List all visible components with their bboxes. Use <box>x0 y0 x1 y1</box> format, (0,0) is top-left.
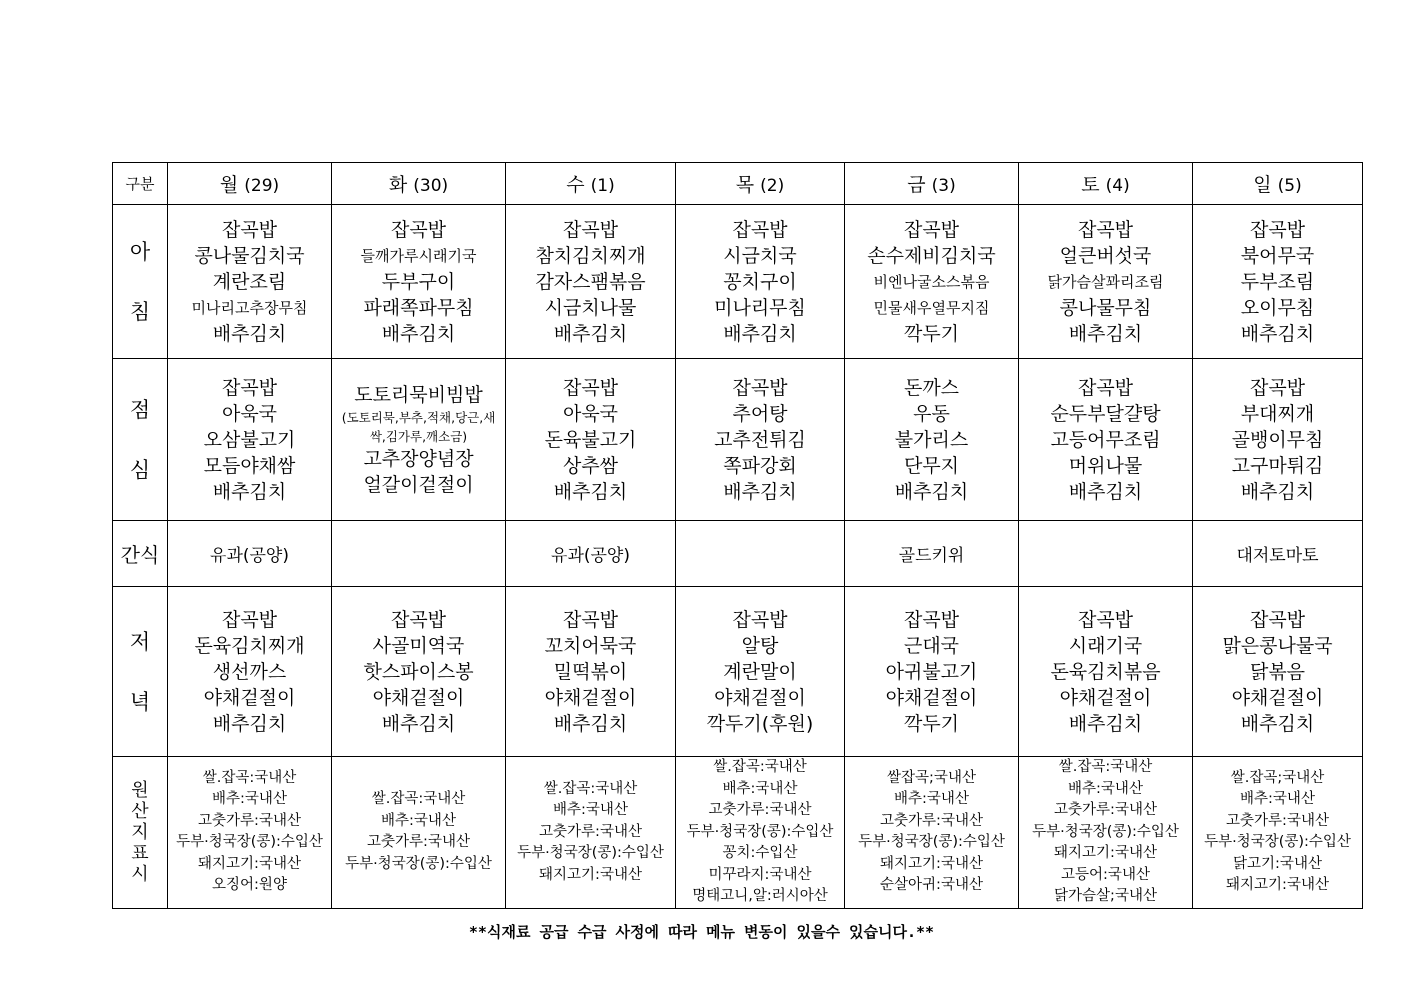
menu-item: (도토리묵,부추,적채,당근,새싹,김가루,깨소금) <box>341 409 496 444</box>
menu-item: 잡곡밥 <box>732 376 788 399</box>
snack-cell <box>1019 521 1193 587</box>
origin-row <box>113 757 1363 909</box>
menu-item: 알탕 <box>741 634 779 657</box>
menu-item: 배추김치 <box>1068 712 1143 735</box>
gubun-label: 구분 <box>113 163 168 205</box>
menu-item: 맑은콩나물국 <box>1222 634 1333 657</box>
menu-item: 고구마튀김 <box>1231 454 1324 477</box>
breakfast-cell <box>168 205 332 359</box>
origin-item: 돼지고기:국내산 <box>1054 845 1157 861</box>
snack-cell <box>332 521 506 587</box>
header-row <box>113 163 1363 205</box>
origin-item: 배추:국내산 <box>1068 780 1143 797</box>
menu-item: 콩나물무침 <box>1059 296 1152 319</box>
menu-item: 잡곡밥 <box>732 608 788 631</box>
origin-cell <box>1019 757 1193 909</box>
weekly-menu-table <box>112 162 1363 909</box>
origin-item: 두부·청국장(콩):수입산 <box>1204 834 1351 851</box>
origin-item: 고춧가루:국내산 <box>367 834 470 851</box>
menu-item: 시금치국 <box>723 244 797 267</box>
menu-item: 잡곡밥 <box>903 218 960 241</box>
origin-item: 오징어:원양 <box>212 877 287 894</box>
origin-item: 배추:국내산 <box>212 791 287 808</box>
lunch-row <box>113 359 1363 521</box>
day-header <box>332 163 506 205</box>
menu-item: 꽁치구이 <box>723 270 797 293</box>
menu-item: 콩나물김치국 <box>194 244 305 267</box>
menu-item: 참치김치찌개 <box>535 244 646 267</box>
menu-item: 고등어무조림 <box>1050 428 1161 451</box>
menu-item: 잡곡밥 <box>390 218 447 241</box>
snack-row <box>113 521 1363 587</box>
menu-item: 깍두기 <box>903 712 960 735</box>
menu-item: 잡곡밥 <box>1249 376 1306 399</box>
snack-cell: 유과(공양) <box>506 521 676 587</box>
lunch-cell <box>168 359 332 521</box>
menu-item: 생선까스 <box>212 660 287 683</box>
menu-item: 모듬야채쌈 <box>203 454 296 477</box>
dinner-cell <box>845 587 1019 757</box>
lunch-label <box>113 359 168 521</box>
day-date: (4) <box>1105 176 1130 196</box>
menu-item: 배추김치 <box>1240 712 1315 735</box>
day-header <box>506 163 676 205</box>
snack-cell: 대저토마토 <box>1193 521 1363 587</box>
menu-item: 잡곡밥 <box>903 608 960 631</box>
origin-item: 두부·청국장(콩):수입산 <box>858 834 1005 851</box>
menu-item: 돈육김치볶음 <box>1050 660 1161 683</box>
menu-item: 잡곡밥 <box>1249 218 1306 241</box>
origin-item: 쌀.잡곡;국내산 <box>1230 769 1325 786</box>
lunch-cell <box>845 359 1019 521</box>
menu-item: 배추김치 <box>381 322 456 345</box>
breakfast-cell <box>506 205 676 359</box>
day-name: 일 <box>1253 174 1272 196</box>
menu-item: 시금치나물 <box>544 296 637 319</box>
day-header <box>845 163 1019 205</box>
menu-change-notice: **식재료 공급 수급 사정에 따라 메뉴 변동이 있을수 있습니다.** <box>468 923 935 941</box>
lunch-cell <box>506 359 676 521</box>
origin-item: 고춧가루:국내산 <box>1054 802 1157 818</box>
day-name: 금 <box>907 174 926 196</box>
origin-item: 두부·청국장(콩):수입산 <box>345 855 492 872</box>
origin-item: 쌀.잡곡:국내산 <box>371 791 466 808</box>
menu-item: 아욱국 <box>221 402 278 425</box>
origin-cell <box>1193 757 1363 909</box>
origin-item: 쌀.잡곡:국내산 <box>543 780 638 797</box>
day-name: 토 <box>1081 174 1100 196</box>
menu-item: 배추김치 <box>1240 480 1315 503</box>
menu-item: 배추김치 <box>553 712 628 735</box>
menu-item: 계란말이 <box>723 660 797 683</box>
dinner-label-char: 저 <box>129 629 151 654</box>
menu-item: 잡곡밥 <box>221 608 278 631</box>
menu-item: 고추장양념장 <box>363 447 474 470</box>
menu-item: 머위나물 <box>1068 454 1143 477</box>
day-header <box>1019 163 1193 205</box>
origin-item: 배추:국내산 <box>894 791 969 808</box>
menu-item: 추어탕 <box>732 402 788 425</box>
origin-item: 미꾸라지:국내산 <box>708 866 812 883</box>
lunch-label-char: 점 <box>129 397 151 422</box>
origin-label-char: 산 <box>131 800 149 822</box>
origin-item: 돼지고기:국내산 <box>198 855 301 872</box>
menu-item: 단무지 <box>903 454 960 477</box>
menu-item: 상추쌈 <box>562 454 619 477</box>
day-date: (3) <box>931 176 956 196</box>
origin-item: 배추:국내산 <box>553 802 628 818</box>
origin-item: 명태고니,알:러시아산 <box>692 888 828 904</box>
dinner-cell <box>1193 587 1363 757</box>
origin-item: 배추:국내산 <box>381 812 456 829</box>
menu-item: 순두부달걀탕 <box>1050 402 1161 425</box>
day-header <box>1193 163 1363 205</box>
breakfast-label <box>113 205 168 359</box>
breakfast-cell <box>332 205 506 359</box>
menu-item: 아욱국 <box>562 402 619 425</box>
origin-item: 꽁치:수입산 <box>722 845 798 861</box>
origin-cell <box>168 757 332 909</box>
menu-item: 감자스팸볶음 <box>535 270 646 293</box>
day-date: (1) <box>590 176 615 196</box>
menu-item: 야채겉절이 <box>885 686 978 709</box>
origin-item: 돼지고기:국내산 <box>539 866 642 883</box>
menu-item: 배추김치 <box>723 480 797 503</box>
menu-item: 북어무국 <box>1240 244 1315 267</box>
origin-item: 쌀.잡곡:국내산 <box>713 759 807 775</box>
menu-item: 배추김치 <box>212 322 287 345</box>
menu-item: 돈육김치찌개 <box>194 634 305 657</box>
dinner-label <box>113 587 168 757</box>
origin-item: 두부·청국장(콩):수입산 <box>686 823 834 840</box>
menu-item: 밀떡볶이 <box>553 660 628 683</box>
dinner-cell <box>168 587 332 757</box>
menu-item: 오삼불고기 <box>203 428 296 451</box>
origin-item: 순살아귀:국내산 <box>880 877 983 894</box>
menu-item: 시래기국 <box>1068 634 1143 657</box>
menu-item: 깍두기 <box>903 322 960 345</box>
lunch-cell <box>332 359 506 521</box>
lunch-cell <box>1019 359 1193 521</box>
menu-item: 미나리고추장무침 <box>191 298 308 317</box>
origin-item: 배추:국내산 <box>1240 791 1315 808</box>
menu-item: 비엔나굴소스볶음 <box>873 272 990 291</box>
menu-item: 잡곡밥 <box>1077 608 1134 631</box>
menu-item: 얼큰버섯국 <box>1059 244 1152 267</box>
origin-label <box>113 757 168 909</box>
snack-cell: 골드키위 <box>845 521 1019 587</box>
dinner-row <box>113 587 1363 757</box>
origin-item: 두부·청국장(콩):수입산 <box>176 834 323 851</box>
menu-item: 미나리무침 <box>714 296 806 319</box>
menu-item: 배추김치 <box>553 322 628 345</box>
menu-item: 배추김치 <box>553 480 628 503</box>
origin-item: 돼지고기:국내산 <box>1226 877 1329 894</box>
lunch-cell <box>676 359 845 521</box>
dinner-cell <box>332 587 506 757</box>
breakfast-cell <box>845 205 1019 359</box>
menu-item: 야채겉절이 <box>372 686 465 709</box>
day-name: 수 <box>566 174 585 196</box>
menu-item: 들깨가루시래기국 <box>360 246 477 265</box>
menu-item: 계란조림 <box>212 270 287 293</box>
origin-label-char: 시 <box>131 863 149 885</box>
origin-item: 닭고기:국내산 <box>1233 855 1322 872</box>
menu-item: 배추김치 <box>723 322 797 345</box>
menu-item: 잡곡밥 <box>732 218 788 241</box>
origin-cell <box>676 757 845 909</box>
menu-item: 핫스파이스봉 <box>363 660 474 683</box>
origin-item: 고등어:국내산 <box>1061 866 1150 883</box>
breakfast-label-char: 침 <box>129 299 151 324</box>
origin-item: 고춧가루:국내산 <box>708 802 812 818</box>
origin-item: 쌀.잡곡:국내산 <box>202 769 297 786</box>
menu-item: 잡곡밥 <box>562 218 619 241</box>
menu-item: 꼬치어묵국 <box>544 634 637 657</box>
menu-item: 얼갈이겉절이 <box>363 473 474 496</box>
dinner-cell <box>1019 587 1193 757</box>
day-header <box>676 163 845 205</box>
menu-item: 사골미역국 <box>372 634 465 657</box>
day-date: (30) <box>413 176 449 196</box>
menu-item: 두부조림 <box>1240 270 1315 293</box>
menu-item: 근대국 <box>903 634 960 657</box>
menu-item: 돈까스 <box>903 376 960 399</box>
menu-item: 잡곡밥 <box>1077 218 1134 241</box>
menu-item: 아귀불고기 <box>885 660 978 683</box>
menu-item: 깍두기(후원) <box>706 712 814 735</box>
menu-item: 야채겉절이 <box>203 686 296 709</box>
menu-item: 닭볶음 <box>1249 660 1306 683</box>
origin-item: 쌀.잡곡:국내산 <box>1058 759 1153 775</box>
day-name: 화 <box>388 174 408 196</box>
day-date: (5) <box>1277 176 1302 196</box>
menu-item: 민물새우열무지짐 <box>873 298 990 317</box>
menu-item: 잡곡밥 <box>1249 608 1306 631</box>
origin-item: 닭가슴살;국내산 <box>1054 888 1157 904</box>
menu-item: 두부구이 <box>381 270 456 293</box>
origin-item: 돼지고기:국내산 <box>880 855 983 872</box>
dinner-cell <box>676 587 845 757</box>
origin-item: 고춧가루:국내산 <box>880 812 983 829</box>
origin-cell <box>332 757 506 909</box>
snack-cell: 유과(공양) <box>168 521 332 587</box>
snack-label: 간식 <box>113 521 168 587</box>
menu-item: 야채겉절이 <box>1231 686 1324 709</box>
menu-item: 손수제비김치국 <box>867 244 996 267</box>
breakfast-cell <box>676 205 845 359</box>
origin-cell <box>845 757 1019 909</box>
menu-item: 불가리스 <box>894 428 969 451</box>
menu-item: 잡곡밥 <box>221 376 278 399</box>
menu-item: 잡곡밥 <box>562 376 619 399</box>
menu-item: 야채겉절이 <box>544 686 637 709</box>
origin-item: 고춧가루:국내산 <box>539 823 642 840</box>
origin-item: 고춧가루:국내산 <box>198 812 301 829</box>
menu-item: 도토리묵비빔밥 <box>354 383 483 406</box>
menu-item: 잡곡밥 <box>390 608 447 631</box>
origin-item: 두부·청국장(콩):수입산 <box>1032 823 1179 840</box>
origin-cell <box>506 757 676 909</box>
breakfast-cell <box>1019 205 1193 359</box>
lunch-label-char: 심 <box>129 457 151 482</box>
day-date: (2) <box>760 176 785 196</box>
day-header <box>168 163 332 205</box>
menu-item: 배추김치 <box>1240 322 1315 345</box>
breakfast-label-char: 아 <box>129 239 151 264</box>
snack-cell <box>676 521 845 587</box>
menu-item: 고추전튀김 <box>714 428 806 451</box>
day-name: 월 <box>219 174 239 196</box>
menu-item: 골뱅이무침 <box>1231 428 1324 451</box>
menu-item: 배추김치 <box>381 712 456 735</box>
menu-item: 부대찌개 <box>1240 402 1315 425</box>
menu-item: 오이무침 <box>1240 296 1315 319</box>
origin-item: 배추:국내산 <box>722 780 798 797</box>
menu-item: 잡곡밥 <box>1077 376 1134 399</box>
menu-item: 돈육불고기 <box>544 428 637 451</box>
menu-item: 야채겉절이 <box>714 686 806 709</box>
dinner-cell <box>506 587 676 757</box>
menu-item: 배추김치 <box>212 480 287 503</box>
menu-item: 배추김치 <box>1068 322 1143 345</box>
menu-item: 배추김치 <box>894 480 969 503</box>
day-date: (29) <box>244 176 280 196</box>
origin-item: 쌀잡곡;국내산 <box>887 769 976 786</box>
breakfast-row <box>113 205 1363 359</box>
menu-item: 잡곡밥 <box>221 218 278 241</box>
origin-item: 고춧가루:국내산 <box>1226 812 1329 829</box>
menu-item: 배추김치 <box>212 712 287 735</box>
lunch-cell <box>1193 359 1363 521</box>
origin-label-char: 지 <box>131 821 149 843</box>
breakfast-cell <box>1193 205 1363 359</box>
day-name: 목 <box>735 174 755 196</box>
menu-item: 배추김치 <box>1068 480 1143 503</box>
origin-label-char: 표 <box>131 842 149 864</box>
menu-item: 우동 <box>913 402 950 425</box>
dinner-label-char: 녁 <box>129 689 151 714</box>
menu-item: 잡곡밥 <box>562 608 619 631</box>
menu-item: 파래쪽파무침 <box>363 296 474 319</box>
menu-item: 야채겉절이 <box>1059 686 1152 709</box>
origin-label-char: 원 <box>131 779 149 801</box>
menu-item: 닭가슴살꽈리조림 <box>1047 272 1164 291</box>
origin-item: 두부·청국장(콩):수입산 <box>517 845 664 861</box>
menu-item: 쪽파강회 <box>723 454 797 477</box>
